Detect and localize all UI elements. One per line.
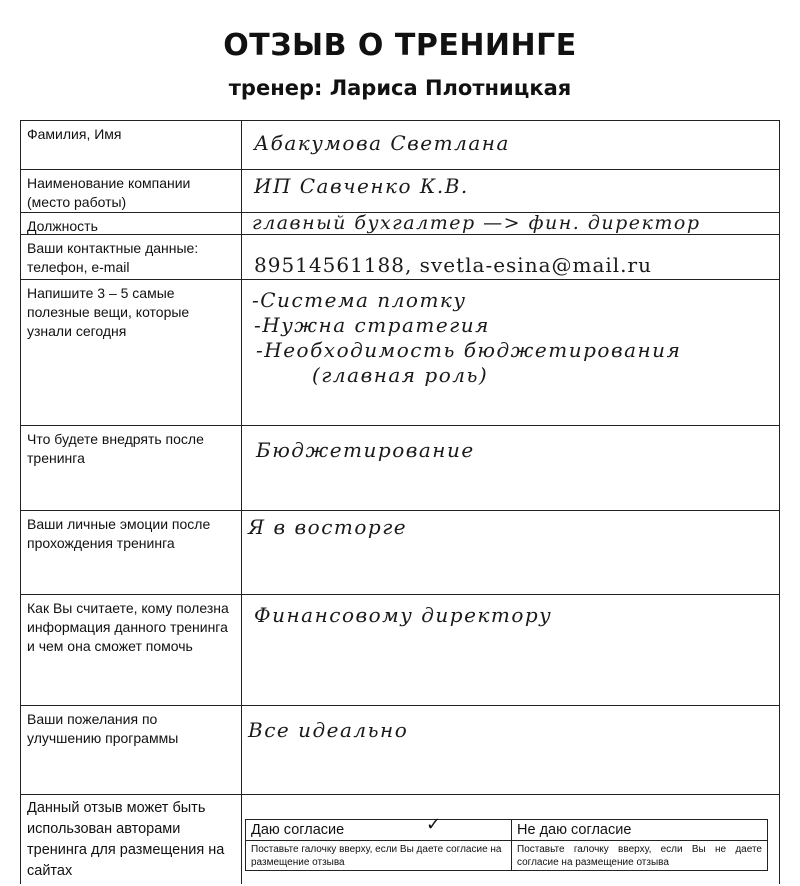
agree-note: Поставьте галочку вверху, если Вы даете согласие на размещение отзыва: [251, 844, 502, 868]
answer-useful-things-field[interactable]: [241, 279, 780, 425]
answer-full-name: Абакумова Светлана: [254, 131, 510, 155]
answer-contacts-field[interactable]: [241, 234, 780, 279]
feedback-form: [20, 120, 780, 880]
answer-wishes-field[interactable]: [241, 705, 780, 794]
label-full-name: Фамилия, Имя: [20, 120, 241, 169]
answer-emotions: Я в восторге: [248, 515, 408, 539]
page-title: ОТЗЫВ О ТРЕНИНГЕ: [223, 28, 577, 63]
answer-company-field[interactable]: [241, 169, 780, 212]
answer-implement: Бюджетирование: [256, 438, 475, 462]
label-wishes: Ваши пожелания по улучшению программы: [20, 705, 241, 794]
label-consent: Данный отзыв может быть использован авторами тренинга для размещения на сайтах: [20, 794, 241, 884]
answer-company: ИП Савченко К.В.: [254, 174, 469, 198]
label-position: Должность: [20, 212, 241, 234]
answer-implement-field[interactable]: [241, 425, 780, 510]
answer-useful-things: [252, 288, 681, 388]
label-useful-things: Напишите 3 – 5 самые полезные вещи, которые узнали сегодня: [20, 279, 241, 425]
label-company: Наименование компании (место работы): [20, 169, 241, 212]
disagree-note: Поставьте галочку вверху, если Вы не даете согласие на размещение отзыва: [517, 844, 762, 868]
useful-item: -Система плотку: [252, 288, 467, 312]
answer-wishes: Все идеально: [248, 718, 409, 742]
label-contacts: Ваши контактные данные: телефон, e-mail: [20, 234, 241, 279]
agree-label: Даю согласие: [246, 820, 511, 841]
disagree-label: Не даю согласие: [512, 820, 767, 841]
useful-item: (главная роль): [312, 363, 489, 387]
answer-who-benefits: Финансовому директору: [254, 603, 553, 627]
trainer-subtitle: тренер: Лариса Плотницкая: [228, 76, 572, 100]
disagree-option[interactable]: [512, 820, 767, 870]
answer-contacts: 89514561188, svetla-esina@mail.ru: [254, 253, 652, 277]
consent-table: [245, 814, 768, 871]
useful-item: -Нужна стратегия: [254, 313, 490, 337]
answer-position-field[interactable]: [241, 212, 780, 234]
useful-item: -Необходимость бюджетирования: [256, 338, 682, 362]
agree-option[interactable]: [246, 814, 512, 870]
label-implement: Что будете внедрять после тренинга: [20, 425, 241, 510]
label-emotions: Ваши личные эмоции после прохождения тренинга: [20, 510, 241, 594]
check-mark-icon: ✓: [426, 814, 442, 835]
answer-position: главный бухгалтер —> фин. директор: [252, 212, 701, 234]
answer-emotions-field[interactable]: [241, 510, 780, 594]
label-who-benefits: Как Вы считаете, кому полезна информация данного тренинга и чем она сможет помочь: [20, 594, 241, 705]
answer-who-benefits-field[interactable]: [241, 594, 780, 705]
answer-full-name-field[interactable]: [241, 120, 780, 169]
